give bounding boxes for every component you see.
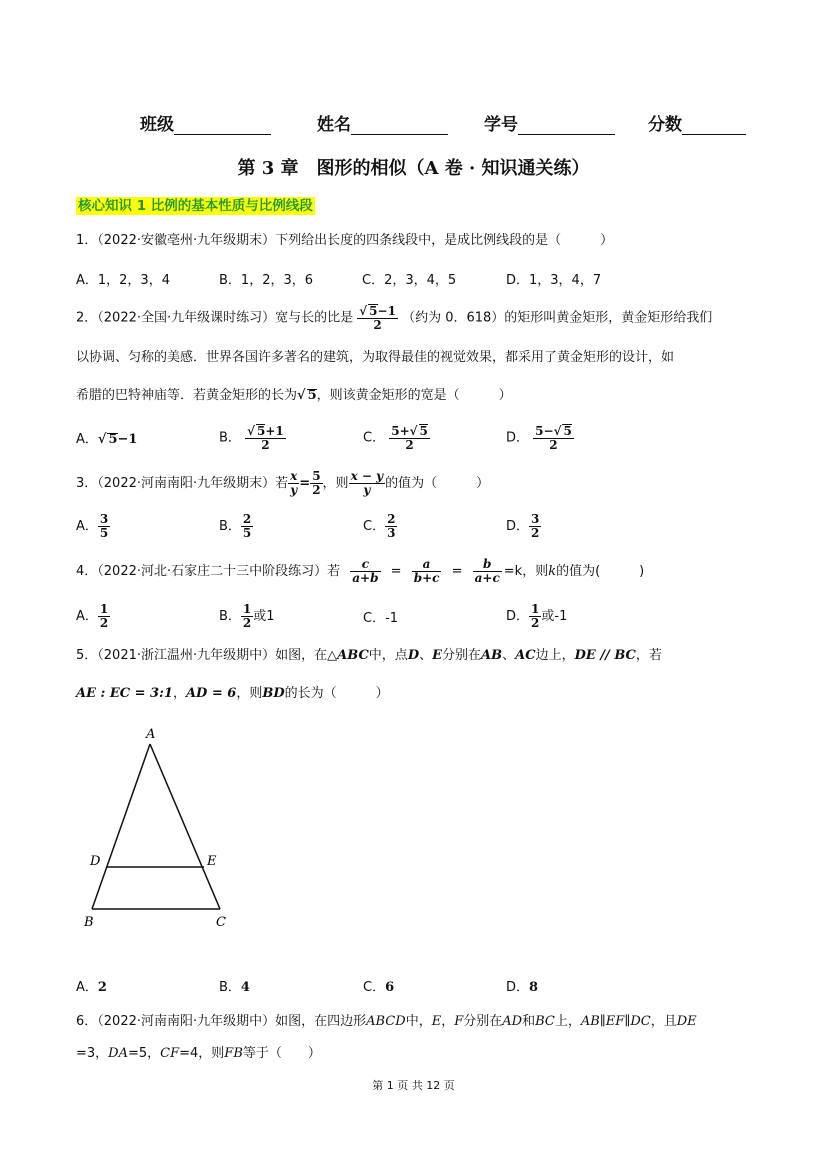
q4-b-num: 1 <box>242 602 252 616</box>
q4-d-label: D． <box>506 609 530 624</box>
q6-l2c: =4，则 <box>179 1046 225 1061</box>
q5-t6: 的长为（ ） <box>284 686 389 701</box>
section-heading-text: 核心知识 1 比例的基本性质与比例线段 <box>78 198 313 214</box>
q5-triangle-figure <box>76 722 246 937</box>
score-label: 分数 <box>648 115 682 135</box>
q4-fraction-1 <box>350 558 380 585</box>
q4-eq1: = <box>390 564 402 579</box>
q3-b-fraction <box>241 513 253 540</box>
q4-b-label: B． <box>219 609 241 624</box>
q6-pre: 6．（2022·河南南阳·九年级期中）如图，在四边形 <box>76 1014 367 1029</box>
q6-l2b: =5， <box>127 1046 161 1061</box>
q3-option-a <box>76 513 110 540</box>
q2-pre: 2．（2022·全国·九年级课时练习）宽与长的比是 <box>76 310 354 326</box>
student-id-label: 学号 <box>484 115 518 135</box>
q1-option-b: B．1，2，3，6 <box>219 273 314 288</box>
score-blank[interactable] <box>682 116 746 135</box>
q5-comma: ， <box>172 686 186 701</box>
q3-fraction-target <box>349 470 386 497</box>
q3-d-num: 3 <box>531 512 540 526</box>
q2-b-num-rest: +1 <box>265 424 284 438</box>
name-label: 姓名 <box>317 115 351 135</box>
q3-a-fraction <box>98 513 110 540</box>
q2-d-radicand: 5 <box>563 424 572 438</box>
q1-option-a: A．1，2，3，4 <box>76 273 170 288</box>
q4-option-c: C．-1 <box>363 611 399 626</box>
q4-option-a <box>76 603 110 630</box>
q5-option-b <box>219 980 250 996</box>
q3-mid: ，则 <box>322 476 349 491</box>
q2-c-radicand: 5 <box>419 424 428 438</box>
q6-l2d: 等于（ ） <box>242 1046 321 1061</box>
q6-sep: ， <box>441 1014 455 1029</box>
label-a: A <box>146 727 156 742</box>
q2-option-d <box>506 424 574 452</box>
q2-line3-pre: 希腊的巴特神庙等．若黄金矩形的长为 <box>76 388 298 403</box>
class-blank[interactable] <box>174 116 271 135</box>
q6-seg-de: DE <box>676 1014 697 1029</box>
q6-seg-fb: FB <box>224 1046 243 1061</box>
q5-b-label: B． <box>219 980 241 995</box>
q3-a-num: 3 <box>99 512 109 526</box>
q5-seg-ac: AC <box>515 648 536 663</box>
q4-d-den: 2 <box>531 616 540 630</box>
q2-frac-radicand: 5 <box>369 304 378 318</box>
q4-f2-den: b+c <box>413 571 440 585</box>
q2-a-rest: −1 <box>117 432 138 447</box>
q5-seg-bd: BD <box>262 686 285 701</box>
page-number: 第 1 页 共 12 页 <box>372 1079 455 1092</box>
q5-option-a <box>76 980 107 996</box>
q4-stem <box>76 558 644 585</box>
q3-post: 的值为（ ） <box>385 476 490 491</box>
q1-option-d: D．1，3，4，7 <box>506 273 602 288</box>
q2-option-c <box>363 424 430 452</box>
q2-a-label: A． <box>76 432 98 447</box>
q3-b-label: B． <box>219 519 241 534</box>
q5-line1 <box>76 648 662 664</box>
page-title: 第 3 章 图形的相似（A 卷 · 知识通关练） <box>237 158 590 179</box>
q3-option-d <box>506 513 541 540</box>
q1-stem: 1．（2022·安徽亳州·九年级期末）下列给出长度的四条线段中，是成比例线段的是（ ） <box>76 233 614 248</box>
q6-parallel: AB∥EF∥DC <box>580 1014 651 1029</box>
q2-golden-ratio-fraction: $\frac{√ 5-1}{2}$ <box>359 304 396 332</box>
q6-seg-da: DA <box>108 1046 128 1061</box>
q6-line1 <box>76 1014 697 1030</box>
name-blank[interactable] <box>351 116 448 135</box>
q6-seg-bc: BC <box>535 1014 555 1029</box>
q5-sep2: 、 <box>502 648 516 663</box>
q5-t3: 边上， <box>535 648 575 663</box>
q3-f3-num: x − y <box>350 469 384 483</box>
label-e: E <box>207 854 217 869</box>
q5-parallel: DE // BC <box>574 648 636 663</box>
q3-f2-num: 5 <box>312 469 321 483</box>
q5-ratio: AE : EC = 3:1 <box>76 686 173 701</box>
q3-c-label: C． <box>363 519 386 534</box>
q3-option-b <box>219 513 253 540</box>
q5-ad: AD = 6 <box>185 686 237 701</box>
q2-c-den: 2 <box>405 438 414 452</box>
q2-b-radicand: 5 <box>256 424 266 438</box>
q4-d-post: 或-1 <box>541 609 568 624</box>
q3-f1-den: y <box>290 483 298 497</box>
q4-eqk: =k <box>503 564 523 579</box>
q4-post: 的值为( ) <box>556 564 645 579</box>
q3-fraction-x-y <box>288 470 299 497</box>
q6-t1: 中， <box>405 1014 432 1029</box>
q5-t4: ，若 <box>635 648 662 663</box>
q2-frac-den: 2 <box>373 318 382 332</box>
q6-t3: 和 <box>522 1014 536 1029</box>
q3-a-label: A． <box>76 519 98 534</box>
q3-fraction-5-2 <box>310 470 322 497</box>
q4-b-den: 2 <box>242 616 252 630</box>
q5-triangle: △ABC <box>327 648 369 663</box>
q4-f2-num: a <box>412 558 442 572</box>
q4-a-fraction <box>98 603 110 630</box>
q5-b-value: 4 <box>240 980 250 995</box>
q6-t5: ，且 <box>650 1014 677 1029</box>
q4-option-d <box>506 603 567 630</box>
q4-k: k <box>548 564 557 579</box>
q5-sep: 、 <box>419 648 433 663</box>
q5-t1: 中，点 <box>368 648 408 663</box>
q4-a-num: 1 <box>99 602 109 616</box>
q4-mid: ，则 <box>522 564 549 579</box>
q3-b-den: 5 <box>242 526 252 540</box>
label-c: C <box>216 915 226 930</box>
q3-option-c <box>363 513 397 540</box>
q4-b-post: 或1 <box>253 609 275 624</box>
q4-fraction-3 <box>473 558 502 585</box>
q5-c-value: 6 <box>385 980 395 995</box>
q6-point-e: E <box>431 1014 442 1029</box>
q6-quad: ABCD <box>366 1014 406 1029</box>
class-label: 班级 <box>140 115 174 135</box>
q3-c-num: 2 <box>387 512 396 526</box>
q2-b-den: 2 <box>261 438 270 452</box>
q2-line3: 希腊的巴特神庙等．若黄金矩形的长为√ 5，则该黄金矩形的宽是（ ） <box>76 388 512 403</box>
q2-line2: 以协调、匀称的美感．世界各国许多著名的建筑，为取得最佳的视觉效果，都采用了黄金矩形的设计，如 <box>76 350 675 365</box>
q5-d-label: D． <box>506 980 530 995</box>
name-field <box>317 110 448 135</box>
q4-f1-den: a+b <box>352 571 379 585</box>
q3-f2-den: 2 <box>312 483 321 497</box>
q5-point-e: E <box>432 648 443 663</box>
q2-c-label: C． <box>363 430 386 446</box>
q4-a-den: 2 <box>99 616 109 630</box>
q5-d-value: 8 <box>529 980 539 995</box>
q2-option-a: A．√ 5−1 <box>76 432 138 447</box>
side-ac <box>150 744 220 909</box>
q2-b-label: B． <box>219 430 241 446</box>
q2-d-label: D． <box>506 430 530 446</box>
q6-point-f: F <box>454 1014 464 1029</box>
q3-d-den: 2 <box>531 526 540 540</box>
q2-c-fraction: $\frac{5+√ 5}{2}$ <box>391 424 428 452</box>
q5-option-c <box>363 980 394 996</box>
q1-option-c: C．2，3，4，5 <box>362 273 457 288</box>
label-d: D <box>90 854 101 869</box>
q3-f1-num: x <box>290 469 298 483</box>
class-field <box>140 110 271 135</box>
q5-option-d <box>506 980 538 996</box>
q4-fraction-2 <box>412 558 442 585</box>
q6-seg-cf: CF <box>160 1046 180 1061</box>
q2-option-b <box>219 424 286 452</box>
q3-c-fraction <box>385 513 397 540</box>
q3-f3-den: y <box>363 483 371 497</box>
q6-t4: 上， <box>554 1014 581 1029</box>
q5-a-value: 2 <box>97 980 107 995</box>
q4-f3-num: b <box>473 558 502 572</box>
q4-option-b <box>219 603 275 630</box>
q5-point-d: D <box>407 648 420 663</box>
section-heading <box>76 194 315 214</box>
q5-seg-ab: AB <box>481 648 503 663</box>
q3-d-fraction <box>529 513 541 540</box>
q2-d-num-pre: 5− <box>535 424 554 438</box>
q5-pre: 5．（2021·浙江温州·九年级期中）如图，在 <box>76 648 328 663</box>
q2-d-fraction: $\frac{5-√ 5}{2}$ <box>535 424 572 452</box>
q3-pre: 3．（2022·河南南阳·九年级期末）若 <box>76 476 289 491</box>
q6-t2: 分别在 <box>463 1014 503 1029</box>
q5-t5: ，则 <box>236 686 263 701</box>
q3-a-den: 5 <box>99 526 109 540</box>
q2-frac-num-rest: −1 <box>377 304 396 318</box>
q6-l2a: =3， <box>76 1046 109 1061</box>
q4-f3-den: a+c <box>474 571 500 585</box>
q3-b-num: 2 <box>242 512 252 526</box>
q2-b-fraction: $\frac{√ 5+1}{2}$ <box>247 424 284 452</box>
q2-a-radicand: 5 <box>108 432 118 447</box>
q2-c-num-pre: 5+ <box>391 424 410 438</box>
score-field <box>648 110 746 135</box>
q6-line2 <box>76 1046 321 1062</box>
q2-line3-radicand: 5 <box>307 388 317 403</box>
q2-line3-post: ，则该黄金矩形的宽是（ ） <box>316 388 512 403</box>
q2-d-den: 2 <box>549 438 558 452</box>
q3-c-den: 3 <box>387 526 396 540</box>
student-id-blank[interactable] <box>518 116 615 135</box>
q5-c-label: C． <box>363 980 386 995</box>
q2-line1 <box>76 304 712 332</box>
q2-post: （约为 0．618）的矩形叫黄金矩形，黄金矩形给我们 <box>402 310 713 326</box>
q4-pre: 4．（2022·河北·石家庄二十三中阶段练习）若 <box>76 564 341 579</box>
student-id-field <box>484 110 615 135</box>
q6-seg-ad: AD <box>502 1014 523 1029</box>
q5-line2 <box>76 686 389 702</box>
q5-a-label: A． <box>76 980 98 995</box>
q4-b-fraction <box>241 603 253 630</box>
q4-f1-num: c <box>350 558 380 572</box>
q3-d-label: D． <box>506 519 530 534</box>
q3-eq: = <box>299 476 311 491</box>
label-b: B <box>84 915 94 930</box>
side-ab <box>92 744 150 909</box>
q4-d-num: 1 <box>531 602 540 616</box>
q4-d-fraction <box>529 603 541 630</box>
q4-eq2: = <box>451 564 463 579</box>
q5-t2: 分别在 <box>442 648 482 663</box>
q3-stem <box>76 470 489 497</box>
q4-a-label: A． <box>76 609 98 624</box>
